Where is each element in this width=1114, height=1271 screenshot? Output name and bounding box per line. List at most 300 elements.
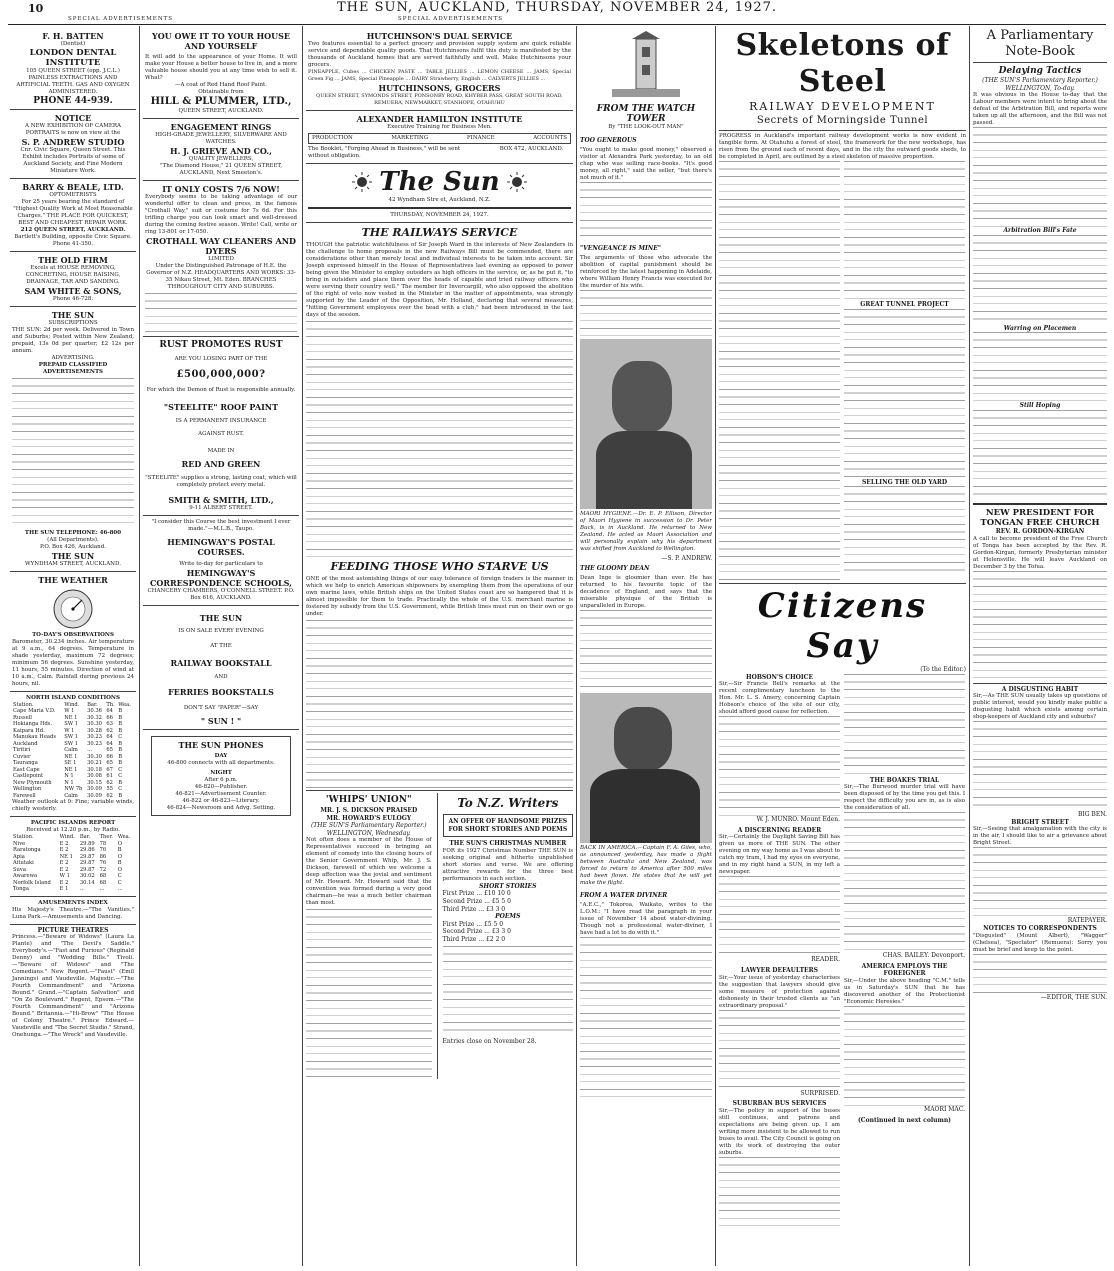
table-header: Wind. — [64, 701, 80, 708]
article-nz-writers — [443, 793, 573, 1079]
prize-line: Second Prize ... £5 5 0 — [442, 897, 511, 905]
ad-hutchinsons — [306, 28, 573, 111]
masthead-row — [308, 167, 571, 197]
ad-body: Everybody seems to be taking advantage of our wonderful offer to clean and press, in the famous "Crothall Way," suit or costume for 7s 6d. For this trifling charge you can look smart and well-dressed during the coming festive season. Write! Call, write or ring 13-801 or 17-050. — [145, 194, 297, 235]
section-title: AMUSEMENTS INDEX — [38, 899, 108, 906]
table-cell: NE 1 — [64, 714, 78, 721]
letter-signature: BIG BEN. — [1077, 811, 1107, 819]
ad-hemingway — [143, 516, 299, 606]
table-cell: 30.08 — [87, 773, 102, 780]
citizens-title: Citizens Say — [757, 586, 928, 666]
ad-line-4: "STEELITE" ROOF PAINT — [163, 402, 279, 412]
ad-addr: 212 QUEEN STREET, AUCKLAND. — [20, 227, 126, 233]
ad-addr: 9-11 ALBERT STREET. — [189, 505, 253, 511]
table-cell: 62 — [106, 779, 113, 786]
ad-line-3: RAILWAY BOOKSTALL — [170, 658, 272, 668]
article-sub-2: MR. HOWARD'S EULOGY — [326, 814, 412, 822]
table-row — [12, 886, 134, 893]
section-title-2: THE SUN — [51, 551, 95, 561]
phones-l5: 46-822 or 46-823—Literary. — [182, 798, 260, 804]
north-island-table — [12, 702, 134, 800]
item-body: "You ought to make good money," observed a visitor at Alexandra Park yesterday, to an old chap who was selling race-books. "It's good money, all right," said the seller, "but there's not much of it." — [580, 146, 712, 181]
editorial-feeding — [306, 560, 573, 788]
table-cell: SW 1 — [64, 734, 79, 741]
item-body: "A.E.C.," Tokoroa, Waikato, writes to the L.O.M.: "I have read the paragraph in your issue of November 14 about water-divining. Though not a professional water-diviner, I have had a lot to do with it." — [580, 902, 712, 937]
ad-body: Two features essential to a perfect grocery and provision supply system are quick reliable service and dependable quality goods. That Hutchinsons fulfil this duty is manifested by the thousands of Auckland homes that are served faithfully and well. Make Hutchinsons your grocers. — [308, 41, 571, 68]
section-title: THE SUN — [51, 310, 95, 320]
section-body: Princess.—"Beware of Widows" (Laura La Plante) and "The Devil's Saddle." Everybody's.—"Fast and Furious" (Reginald Denny) and "Wedding Bills." Tivoli.—"Beware of Widows" and "The Comedians." New Regent.—"Faust" (Emil Jannings) and Vaudeville. Majestic.—"The Fourth Commandment" and "Arizona Bound." Grand.—"Captain Salvation" and "On Ze Boulevard." Regent, Epsom.—"The Fourth Commandment" and "Arizona Bound." Britannia.—"Hi-Brow" "The House of Colony Theatre." Prince Edward.—Vaudeville and "The Secret Studio." Strand, Onehunga.—"The Wreck" and Vaudeville. — [12, 934, 134, 1039]
citizens-say-banner — [719, 586, 966, 666]
table-cell: NW 7b — [64, 786, 83, 793]
table-cell: NE 1 — [64, 766, 78, 773]
weather-section — [10, 572, 136, 692]
watch-tower-byline: By "THE LOOK-OUT MAN" — [608, 123, 684, 130]
editorial-body: THOUGH the patriotic watchfulness of Sir Joseph Ward in the interests of New Zealanders in the challenge to home proposals in the new Railways Bill must be commended, there are considerations other than merely local and individual interests to be taken into account. Sir Joseph expressed himself in the House of Representatives last evening as opposed to power being given the Minister to employ outsiders as high officers in the service, or, as he put it, "to bring in outsiders and place them over the heads of capable and tried railway officers who were serving their country well." The member for Invercargill, who also opposed the abolition of the right of veto now vested in the Minister in the matter of appointments, was strongly supported by the Leader of the Opposition, Mr. Holland, declaring that several measures, "hitting Government employees over the head with a club," had been introduced in the last days of the session. — [306, 242, 573, 318]
ad-body: Excels at HOUSE REMOVING, CONCRETING, HOUSE RAISING, DRAINAGE, TAR AND SANDING. — [25, 265, 121, 285]
ad-title: IT ONLY COSTS 7/6 NOW! — [162, 184, 280, 194]
parliament-subhead: Arbitration Bill's Fate — [1003, 227, 1077, 235]
subhead: GREAT TUNNEL PROJECT — [860, 301, 949, 308]
ad-booklet: The Booklet, "Forging Ahead in Business," will be sent without obligation. — [308, 146, 461, 159]
ad-addr: 105 QUEEN STREET (opp. J.C.L.) PAINLESS EXTRACTIONS AND ARTIFICIAL TEETH. GAS AND OXYGEN ADMINISTERED. — [16, 68, 130, 95]
article-byline: (THE SUN'S Parliamentary Reporter.) WELLINGTON, Wednesday. — [310, 822, 427, 837]
table-cell: 65 — [106, 747, 113, 754]
item-continued — [580, 937, 712, 1097]
table-cell: New Plymouth — [13, 779, 52, 786]
column-rule — [576, 26, 577, 1266]
ad-tag: —A coat of Red Hand Roof Paint. — [174, 82, 268, 88]
ad-line-3: For which the Demon of Rust is responsible annually. — [146, 387, 296, 393]
table-cell: 29.87 — [79, 860, 95, 867]
ad-line-7: MADE IN — [207, 448, 235, 454]
short-stories-label: SHORT STORIES — [479, 882, 537, 890]
entries-close: Entries close on November 28. — [442, 1037, 537, 1045]
table-cell: 64 — [106, 740, 113, 747]
table-cell: 30.02 — [79, 873, 95, 880]
ad-firm: H. J. GRIEVE AND CO., — [170, 146, 272, 156]
ad-from: Obtainable from — [198, 89, 244, 95]
table-header: Station. — [13, 701, 34, 708]
masthead-date: THURSDAY, NOVEMBER 24, 1927. — [390, 212, 489, 218]
table-cell: 68 — [99, 873, 107, 880]
feature-columns — [719, 161, 966, 581]
table-cell: 66 — [106, 714, 113, 721]
table-cell: 62 — [106, 792, 113, 799]
table-cell: 30.09 — [87, 786, 102, 793]
letter-signature: CHAS. BAILEY. Devonport. — [882, 952, 965, 960]
article-body: Not often does a member of the House of Representatives succeed in bringing an element of comedy into the closing hours of the Senior Government Whip, Mr. J. S. Dickson, farewell of which we welcome a deep affection was the jovial and sentiment of Mr. Howard. Mr. Howard said that the convention was formed during a very good chairman—he was a much better chairman than most. — [306, 837, 432, 907]
table-cell: Castlepoint — [13, 773, 44, 780]
table-cell: NE 1 — [64, 753, 78, 760]
item-heading: THE GLOOMY DEAN — [580, 565, 650, 573]
fine-print-block — [12, 378, 134, 528]
phones-l6: 46-824—Newsroom and Advg. Setting. — [166, 805, 276, 811]
letter-body: Sir,—The Burwood murder trial will have been disposed of by the time you get this. I respect the difficulty you are in, as is also the consideration of all. — [844, 784, 965, 812]
letter-signature: SURPRISED. — [800, 1089, 840, 1097]
table-cell: 29.89 — [79, 840, 95, 847]
table-cell: Apia — [13, 853, 25, 860]
ad-line-6: AGAINST RUST. — [198, 431, 244, 437]
table-cell: 86 — [99, 853, 107, 860]
ad-body: For 25 years bearing the standard of "Highest Quality Work at Most Reasonable Charges." THE PLACE FOR QUICKEST, BEST AND CHEAPEST REPAIR WORK. — [13, 199, 133, 226]
editorial-continued — [306, 321, 573, 557]
course-item: PRODUCTION — [312, 135, 353, 141]
table-cell: ... — [79, 886, 85, 893]
table-cell: 76 — [99, 860, 107, 867]
section-sub: SUBSCRIPTIONS — [48, 320, 98, 326]
column-rule — [715, 26, 716, 1266]
ad-sub: Executive Training for Business Men. — [387, 124, 492, 130]
table-cell: 30.30 — [87, 753, 102, 760]
ad-title: THE SUN PHONES — [178, 740, 264, 750]
ad-line-5: IS A PERMANENT INSURANCE — [175, 418, 267, 424]
table-header: Bar. — [79, 834, 91, 841]
ad-line-4: AND — [214, 674, 228, 680]
letter-heading: BRIGHT STREET — [1011, 818, 1069, 826]
table-cell: ... — [117, 886, 123, 893]
table-cell: 30.21 — [87, 760, 102, 767]
letter-heading: SUBURBAN BUS SERVICES — [732, 1100, 827, 1108]
weather-title: THE WEATHER — [38, 575, 108, 585]
table-cell: 30.23 — [87, 734, 102, 741]
phones-l2: After 6 p.m. — [204, 777, 238, 783]
feature-sub-1: RAILWAY DEVELOPMENT — [749, 100, 936, 113]
table-cell: C — [117, 879, 122, 886]
prize-line: Third Prize ... £3 3 0 — [442, 905, 506, 913]
letters-col-2 — [844, 674, 965, 1227]
column-3 — [306, 28, 573, 1266]
letter-body: Sir,—Your issue of yesterday characterises the suggestion that lawyers should give some measure of protection against dishonesty in their trusted clients as "an extraordinary proposal." — [719, 974, 840, 1009]
column-rule — [302, 26, 303, 1266]
tonga-title: NEW PRESIDENT FOR TONGAN FREE CHURCH — [980, 507, 1100, 528]
watch-tower-logo — [580, 28, 712, 134]
table-cell: 30.09 — [87, 792, 102, 799]
letter-body: Sir,—As THE SUN usually takes up questions of public interest, would you kindly make public a disgusting habit which exists among certain shop-keepers of Auckland city and suburbs? — [973, 693, 1107, 721]
table-cell: Kaipara Hd. — [13, 727, 45, 734]
sun-subscriptions — [10, 307, 136, 572]
table-cell: Tauranga — [13, 760, 38, 767]
column-1 — [10, 28, 136, 1266]
ad-line-6: DON'T SAY "PAPER"—SAY — [183, 705, 259, 711]
ad-title: RUST PROMOTES RUST — [159, 340, 283, 350]
table-title: NORTH ISLAND CONDITIONS — [26, 694, 120, 701]
table-cell: 64 — [106, 734, 113, 741]
ad-firm: HILL & PLUMMER, LTD., — [150, 96, 292, 107]
prize-line: First Prize ... £5 5 0 — [442, 920, 504, 928]
parliament-body: It was obvious in the House to-day that the Labour members were intent to bring about the defeat of the Arbitration Bill, and reports were taken up all the afternoon, and the Bill was not passed. — [973, 92, 1107, 127]
letter-heading: A DISCERNING READER — [737, 826, 822, 834]
column-2 — [143, 28, 299, 1266]
table-cell: Cape Maria V.D. — [13, 708, 56, 715]
table-cell: C — [118, 786, 123, 793]
ad-phone: Phone 46-728. — [52, 296, 94, 302]
table-title: PACIFIC ISLANDS REPORT — [30, 820, 116, 827]
ad-red-hand-paint — [143, 28, 299, 119]
section-label-mid: SPECIAL ADVERTISEMENTS — [398, 16, 504, 22]
sun-po: P.O. Box 426, Auckland. — [40, 544, 106, 550]
table-cell: 55 — [106, 786, 113, 793]
ad-crothall — [143, 181, 299, 337]
letter-body: Sir,—Seeing that amalgamation with the city is in the air, I should like to air a grievance about Bright Street. — [973, 826, 1107, 847]
ad-footer — [308, 146, 571, 160]
ad-title-2: HUTCHINSONS, GROCERS — [378, 83, 501, 93]
table-cell: 63 — [106, 721, 113, 728]
table-cell: SW 1 — [64, 740, 79, 747]
table-cell: C — [118, 773, 123, 780]
ad-alexander-hamilton — [306, 111, 573, 164]
table-cell: N 1 — [64, 773, 74, 780]
letter-heading: THE BOAKES TRIAL — [869, 776, 940, 784]
letter-body: Sir,—Under the above heading "C.M." tells us in Saturday's SUN that he has discovered another of the Protectionist "Economic Heresies." — [844, 977, 965, 1005]
table-cell: 67 — [106, 766, 113, 773]
course-item: MARKETING — [391, 135, 429, 141]
prize-line: First Prize ... £10 10 0 — [442, 890, 511, 898]
table-cell: B — [118, 721, 123, 728]
item-heading: TOO GENEROUS — [580, 136, 637, 144]
ad-sun-on-sale — [143, 606, 299, 730]
section-label-left: SPECIAL ADVERTISEMENTS — [68, 16, 174, 22]
ad-extra: Bartlett's Building, opposite Civic Square. Phone 41-350. — [14, 234, 132, 247]
watch-tower-icon — [606, 31, 686, 101]
item-body: The arguments of those who advocate the abolition of capital punishment should be reinforced by the latest happening in Adelaide, where William Henry Francis was executed for the murder of his wife. — [580, 254, 712, 289]
table-cell: B — [118, 747, 123, 754]
pacific-islands-report — [10, 817, 136, 897]
ad-addr: QUEEN STREET, SYMONDS STREET, PONSONBY ROAD, KHYBER PASS, GREAT SOUTH ROAD, REMUERA, NEWMARKET, STANHOPE, OTAHUHU — [316, 93, 563, 106]
table-cell: B — [117, 847, 122, 854]
column-rule — [969, 26, 970, 1266]
feature-col — [719, 161, 840, 581]
subhead: SELLING THE OLD YARD — [861, 478, 948, 486]
ad-line-7: " SUN ! " — [200, 716, 242, 726]
phones-l3: 46-820—Publisher. — [194, 784, 248, 790]
letter-heading: LAWYER DEFAULTERS — [741, 966, 818, 974]
table-cell: B — [117, 860, 122, 867]
sun-address: WYNDHAM STREET, AUCKLAND. — [25, 561, 121, 567]
table-cell: 30.32 — [87, 714, 102, 721]
ad-items: PINEAPPLE, Cubes ... CHICKEN PASTE ... TABLE JELLIES ... LEMON CHEESE ... JAMS, Special Green Fig ... JAMS, Special Pineapple ... DAIRY Strawberry, English ... CALVERTS JELLIES ... — [308, 69, 571, 82]
ad-title: HUTCHINSON'S DUAL SERVICE — [366, 31, 513, 41]
adv-label-2: PREPAID CLASSIFIED ADVERTISEMENTS — [38, 362, 108, 375]
table-header: Bar. — [87, 701, 98, 708]
amusements-index — [10, 897, 136, 925]
ad-firm-2: HEMINGWAY'S CORRESPONDENCE SCHOOLS, — [150, 568, 292, 588]
letter-body: Sir,—Certainly the Daylight Saving Bill has given us more of THE SUN. The other evening on my way home as I was about to catch my tram, I had my eyes on everyone, and in my right hand a SUN, in my left a newspaper. — [719, 834, 840, 876]
ad-title: THE OLD FIRM — [38, 255, 108, 265]
table-cell: Manukau Heads — [13, 734, 56, 741]
ad-addr: Under the Distinguished Patronage of H.E. the Governor of N.Z. HEADQUARTERS AND WORKS: 33-35 Nikau Street, Mt. Eden. BRANCHES THROUGHOUT CITY AND SUBURBS. — [146, 263, 296, 290]
table-cell: Hokianga Hds. — [13, 721, 53, 728]
table-cell: NE 1 — [59, 853, 73, 860]
parliament-byline: (THE SUN'S Parliamentary Reporter.) WELLINGTON, To-day. — [982, 77, 1098, 92]
letter-signature: MAORI MAC. — [924, 1105, 965, 1113]
letter-body: Sir,—The policy in support of the buses still continues, and patrons and expectations are being given up. I am writing more insistent to be allowed to run buses to avail. The City Council is going on with its work of destroying the outer suburbs. — [719, 1107, 840, 1156]
ad-title: ENGAGEMENT RINGS — [170, 122, 272, 132]
item-heading: FROM A WATER DIVINER — [580, 892, 668, 900]
table-cell: 61 — [106, 773, 113, 780]
table-cell: W 1 — [64, 708, 75, 715]
ad-sub: QUALITY JEWELLERS, — [188, 156, 254, 162]
letter-signature: RATEPAYER. — [1067, 917, 1107, 925]
table-cell: 30.15 — [87, 779, 102, 786]
tonga-sub: REV. R. GORDON-KIRGAN — [995, 527, 1085, 535]
notices-signature: —EDITOR, THE SUN. — [1040, 993, 1107, 1001]
table-cell: Tiritiri — [13, 747, 31, 754]
table-cell: 30.28 — [87, 727, 102, 734]
table-cell: B — [118, 760, 123, 767]
table-cell: E 1 — [59, 886, 69, 893]
table-cell: 30.36 — [87, 708, 102, 715]
ad-title: ALEXANDER HAMILTON INSTITUTE — [356, 114, 523, 124]
ad-line-2: £500,000,000? — [176, 369, 266, 380]
table-cell: C — [117, 873, 122, 880]
table-cell: ... — [87, 747, 93, 754]
phones-l4: 46-821—Advertisement Counter. — [175, 791, 267, 797]
notices-body: "Disgusted" (Mount Albert), "Wagger" (Chelsea), "Spectator" (Remuera): Sorry you must be brief and keep to the point. — [973, 932, 1107, 953]
letter-heading: AMERICA EMPLOYS THE FOREIGNER — [861, 962, 948, 978]
ad-line-1: IS ON SALE EVERY EVENING — [178, 628, 264, 634]
ad-addr: QUEEN STREET, AUCKLAND. — [178, 108, 264, 114]
table-cell: W 1 — [64, 727, 75, 734]
table-cell: SE 1 — [64, 760, 77, 767]
ad-sub: LIMITED — [208, 256, 234, 262]
picture-theatres — [10, 925, 136, 1042]
table-cell: Calm — [64, 747, 78, 754]
table-cell: C — [118, 766, 123, 773]
table-cell: B — [118, 753, 123, 760]
ad-title: F. H. BATTEN — [42, 31, 104, 41]
parliament-subhead: Warring on Placemen — [1003, 324, 1077, 332]
column-5 — [719, 28, 966, 1266]
article-title: To N.Z. Writers — [457, 796, 559, 810]
table-cell: Aitutaki — [13, 860, 34, 867]
table-cell: Russell — [13, 714, 32, 721]
sun-telephone-2: (All Departments). — [47, 537, 99, 543]
article-body: FOR its 1927 Christmas Number THE SUN is seeking original and hitherto unpublished short stories and verse. We are offering attractive rewards for the three best performances in each section. — [442, 847, 573, 882]
editorial-body: ONE of the most astonishing things of our easy tolerance of foreign traders is the manner in which we help to enrich American shipowners by exempting them from the operations of our own marine laws, while British ships on the United States coast are so hampered that it is almost impossible for them to trade. Practically the whole of the U.S. merchant marine is fostered by subsidy from the U.S. Government, while British lines must run on their own or go under. — [306, 576, 573, 617]
feature-col — [844, 161, 965, 581]
table-cell: 68 — [99, 879, 107, 886]
course-item: FINANCE — [466, 135, 495, 141]
ad-firm: HEMINGWAY'S POSTAL COURSES. — [167, 537, 275, 557]
table-cell: 29.86 — [79, 847, 95, 854]
editorial-title: FEEDING THOSE WHO STARVE US — [330, 560, 549, 573]
table-cell: 72 — [99, 866, 107, 873]
ad-box: BOX 472, AUCKLAND. — [499, 146, 564, 152]
table-cell: B — [118, 740, 123, 747]
table-cell: O — [117, 866, 122, 873]
table-cell: B — [118, 779, 123, 786]
ad-sub: OPTOMETRISTS — [49, 192, 97, 198]
page-header — [8, 2, 1106, 25]
article-title: 'WHIPS' UNION" — [325, 795, 412, 805]
pacific-table — [12, 834, 134, 893]
letter-body: Sir,—Sir Francis Bell's remarks at the recent complimentary luncheon to the Hon. Mr. L. S. Amery, concerning Captain Hobson's choice of the site of our city, should afford good cause for reflection. — [719, 681, 840, 716]
ad-studio: S. P. ANDREW STUDIO — [21, 137, 125, 147]
table-cell: Calm — [64, 792, 78, 799]
table-cell: Raratonga — [13, 847, 41, 854]
table-cell: O — [117, 853, 122, 860]
citizens-columns — [719, 674, 966, 1227]
continued-note: (Continued in next column) — [857, 1116, 952, 1124]
item-heading: "VENGEANCE IS MINE" — [580, 244, 661, 252]
table-header: Station. — [13, 834, 34, 841]
table-cell: 30.14 — [79, 879, 95, 886]
editorial-railways — [306, 226, 573, 557]
item-continued — [580, 290, 712, 336]
table-cell: East Cape — [13, 766, 40, 773]
ad-sub: (Dentist) — [60, 41, 86, 47]
north-island-conditions — [10, 692, 136, 818]
table-cell: 30.18 — [87, 766, 102, 773]
ad-line-9: "STEELITE" supplies a strong, lasting coat, which will completely protect every metal. — [145, 475, 297, 488]
ad-body: LONDON DENTAL INSTITUTE — [29, 48, 117, 68]
table-cell: 29.87 — [79, 866, 95, 873]
table-cell: SW 1 — [64, 721, 79, 728]
sun-logo: The Sun — [379, 167, 500, 197]
table-header: Wea. — [118, 701, 131, 708]
feature-body: PROGRESS in Auckland's important railway development works is now evident in tangible form. At Otahuhu a forest of steel, the framework for the new workshops, has risen from the ground each of recent days, and in the city the outward goods sheds, to be completed in April, are outlined by a steel skeleton of massive proportion. — [719, 133, 966, 160]
ad-line-5: FERRIES BOOKSTALLS — [168, 687, 274, 697]
sun-emblem-icon — [506, 171, 528, 193]
item-body: Dean Inge is gloomier than ever. He has returned to his favourite topic of the decadence of England, and says that the miserable physique of the British is unparalleled in Europe. — [580, 575, 712, 610]
table-cell: O — [117, 840, 122, 847]
table-cell: Cuvier — [13, 753, 31, 760]
course-list — [308, 133, 571, 144]
table-cell: Farewell — [13, 792, 36, 799]
item-continued — [580, 610, 712, 690]
ad-addr: CHANCERY CHAMBERS, O'CONNELL STREET. P.O. Box 616, AUCKLAND. — [147, 588, 295, 601]
ad-title: NOTICE — [54, 113, 92, 123]
prize-line: Second Prize ... £3 3 0 — [442, 928, 511, 936]
ad-title: BARRY & BEALE, LTD. — [22, 182, 124, 192]
page-number: 10 — [28, 2, 44, 15]
ad-title: THE SUN — [199, 613, 243, 623]
table-cell: Norfolk Island — [13, 879, 51, 886]
photo-maori-hygiene — [580, 339, 712, 509]
table-cell: 64 — [106, 708, 113, 715]
ad-barry-beale — [10, 179, 136, 252]
parliament-title: A Parliamentary Note-Book — [986, 28, 1094, 59]
parliament-subhead: Still Hoping — [1019, 402, 1061, 410]
notices-title: NOTICES TO CORRESPONDENTS — [983, 924, 1097, 932]
column-4 — [580, 28, 712, 1266]
adv-label: ADVERTISING. — [51, 355, 95, 361]
photo-caption: BACK IN AMERICA.—Captain F. A. Giles, who, as announced yesterday, has made a flight between Australia and New Zealand, was forced to return to America after 500 miles had been flown. He states that he will yet make the flight. — [580, 845, 712, 887]
table-cell: E 2 — [59, 860, 69, 867]
section-body: His Majesty's Theatre.—"The Vanities." Luna Park.—Amusements and Dancing. — [12, 906, 134, 920]
table-cell: 76 — [99, 847, 107, 854]
sun-telephone: THE SUN TELEPHONE: 46-800 — [24, 530, 122, 536]
table-cell: Awarewa — [13, 873, 38, 880]
ad-batten — [10, 28, 136, 110]
ad-line-2: AT THE — [210, 643, 232, 649]
table-cell: Suva — [13, 866, 26, 873]
article-whips-union — [306, 793, 432, 1079]
section-title: PICTURE THEATRES — [37, 926, 109, 934]
ad-line: Write to-day for particulars to — [179, 561, 263, 567]
ad-body: It will add to the appearance of your Home. It will make your House a better house to live in, and a more valuable house should you at any time wish to sell it. What? — [145, 54, 297, 81]
editorial-title: THE RAILWAYS SERVICE — [361, 226, 518, 239]
table-cell: ... — [99, 886, 105, 893]
table-cell: Tonga — [13, 886, 29, 893]
table-header: Th. — [106, 701, 115, 708]
table-cell: 78 — [99, 840, 107, 847]
weather-body: Barometer, 30.234 inches. Air temperature at 9 a.m., 64 degrees. Temperature in shade yesterday, maximum 72 degrees; minimum 56 degrees. Sunshine yesterday, 11 hours, 55 minutes. Direction of wind at 10 a.m., Calm. Rainfall during previous 24 hours, nil. — [12, 638, 134, 687]
ad-body: A NEW EXHIBITION OF CAMERA PORTRAITS is now on view at the — [25, 123, 121, 136]
table-cell: E 2 — [59, 879, 69, 886]
table-cell: 65 — [106, 760, 113, 767]
ad-firm: CROTHALL WAY CLEANERS AND DYERS — [146, 236, 296, 256]
